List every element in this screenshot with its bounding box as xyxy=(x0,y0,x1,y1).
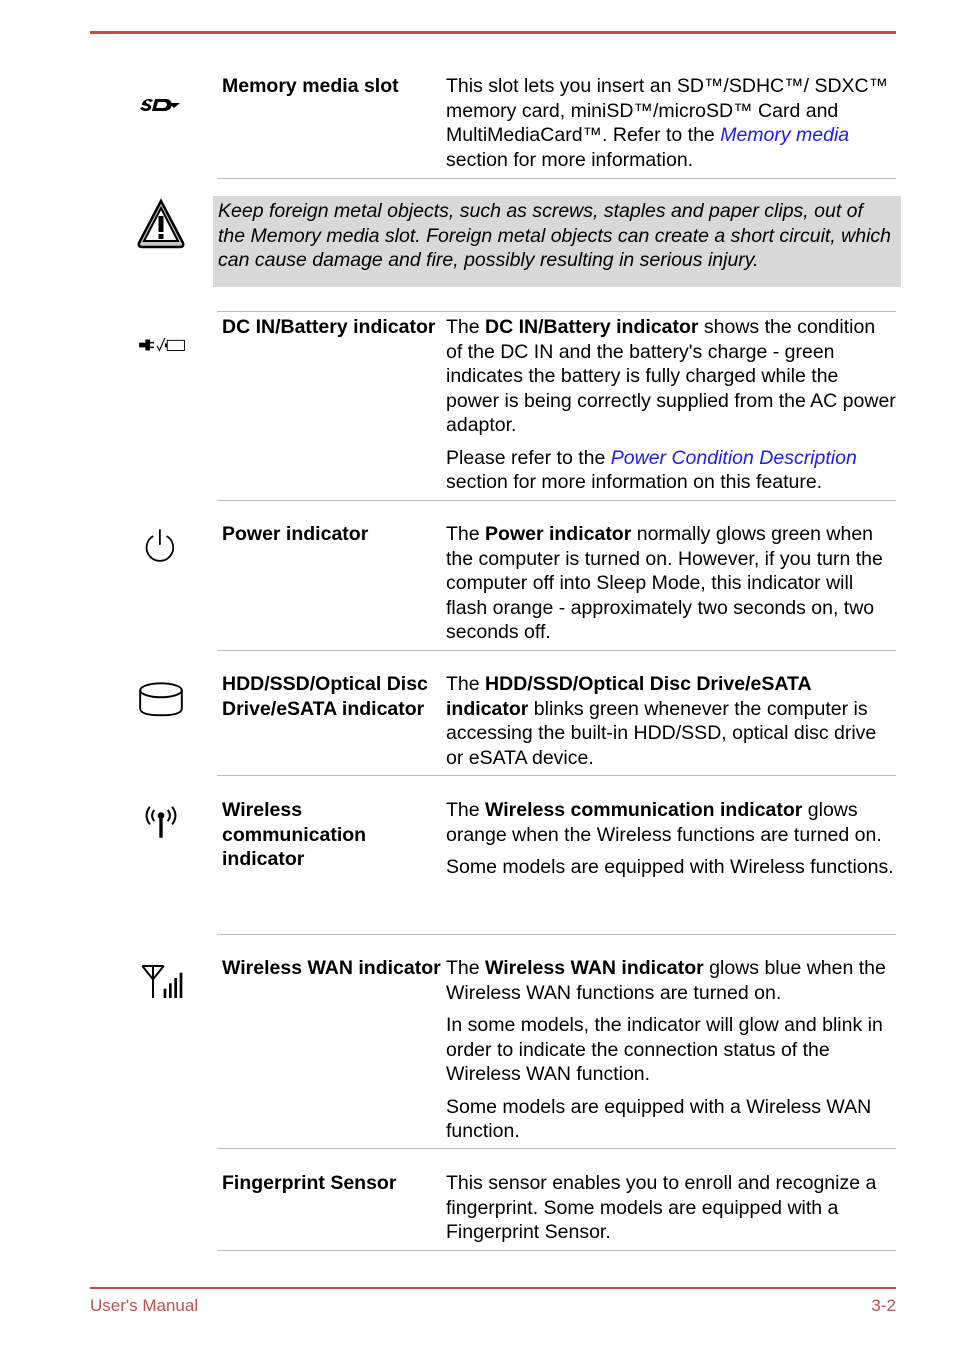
warning-text: Keep foreign metal objects, such as screws, staples and paper clips, out of the Memory media slot. Foreign metal objects can create a short circuit, which can cause damage and fire, possibly resulting in serious injury. xyxy=(218,200,892,271)
text-run: The xyxy=(446,316,486,338)
term-label: Wireless WAN indicator xyxy=(222,957,441,979)
description-paragraph xyxy=(446,672,896,770)
power-condition-link[interactable]: Power Condition Description xyxy=(610,446,857,469)
term-label: Fingerprint Sensor xyxy=(222,1172,397,1194)
text-run: glows orange when the Wireless functions are turned on. xyxy=(446,799,882,846)
sd-card-icon xyxy=(136,82,186,122)
description-paragraph xyxy=(446,798,896,847)
term-label: Memory media slot xyxy=(222,75,399,97)
text-run: The xyxy=(446,523,486,545)
bold-run: Wireless communication indicator xyxy=(485,799,803,821)
description-paragraph: Some models are equipped with a Wireless WAN function. xyxy=(446,1095,872,1142)
term-label: Wireless communication indicator xyxy=(222,799,367,870)
term-description xyxy=(446,74,896,180)
footer-rule xyxy=(90,1287,896,1289)
description-paragraph xyxy=(446,956,896,1005)
description-paragraph: In some models, the indicator will glow and blink in order to indicate the connection status of the Wireless WAN function. xyxy=(446,1014,883,1085)
description-paragraph xyxy=(446,74,896,172)
term-description xyxy=(446,672,896,778)
term-label: HDD/SSD/Optical Disc Drive/eSATA indicator xyxy=(222,673,428,720)
description-paragraph xyxy=(446,522,896,645)
footer-page-number: 3-2 xyxy=(871,1296,896,1315)
text-run: normally glows green when the computer is turned on. However, if you turn the computer off into Sleep Mode, this indicator will flash orange - approximately two seconds on, two seconds off. xyxy=(446,523,883,643)
term-description xyxy=(446,956,896,1152)
wireless-antenna-icon xyxy=(136,800,186,840)
bold-run: DC IN/Battery indicator xyxy=(485,316,699,338)
row-divider xyxy=(217,311,896,312)
warning-note xyxy=(213,196,901,287)
row-divider xyxy=(217,500,896,501)
term-description xyxy=(446,315,896,503)
term-label: Power indicator xyxy=(222,523,369,545)
bold-run: HDD/SSD/Optical Disc Drive/eSATA indicator xyxy=(446,673,811,720)
text-run: The xyxy=(446,957,486,979)
text-run: section for more information. xyxy=(446,148,694,171)
row-divider xyxy=(217,775,896,776)
description-paragraph xyxy=(446,315,896,438)
text-run: glows blue when the Wireless WAN functions are turned on. xyxy=(446,957,886,1004)
row-divider xyxy=(217,178,896,179)
bold-run: Wireless WAN indicator xyxy=(485,957,704,979)
text-run: The xyxy=(446,799,486,821)
warning-triangle-icon xyxy=(136,198,186,250)
header-rule xyxy=(90,31,896,34)
description-paragraph: Some models are equipped with Wireless functions. xyxy=(446,856,894,878)
text-run: shows the condition of the DC IN and the battery's charge - green indicates the battery is fully charged while the power is being correctly supplied from the AC power adaptor. xyxy=(446,316,896,436)
text-run: This slot lets you insert an SD™/SDHC™/ SDXC™ memory card, miniSD™/microSD™ Card and MultiMediaCard™. Refer to the xyxy=(446,75,889,146)
row-divider xyxy=(217,650,896,651)
disk-drive-icon xyxy=(136,680,186,720)
bold-run: Power indicator xyxy=(485,523,632,545)
text-run: The xyxy=(446,673,486,695)
term-label: DC IN/Battery indicator xyxy=(222,316,436,338)
wireless-wan-icon xyxy=(136,962,186,1002)
row-divider xyxy=(217,934,896,935)
row-divider xyxy=(217,1148,896,1149)
row-divider xyxy=(217,1250,896,1251)
text-run: blinks green whenever the computer is accessing the built-in HDD/SSD, optical disc drive or eSATA device. xyxy=(446,697,877,769)
footer-manual-title: User's Manual xyxy=(90,1296,199,1315)
power-icon xyxy=(136,526,186,566)
description-paragraph: This sensor enables you to enroll and recognize a fingerprint. Some models are equipped with a Fingerprint Sensor. xyxy=(446,1172,877,1243)
text-run: Please refer to the xyxy=(446,446,611,469)
dc-in-battery-icon xyxy=(136,325,186,365)
memory-media-link[interactable]: Memory media xyxy=(720,124,850,146)
term-description xyxy=(446,798,896,888)
text-run: section for more information on this feature. xyxy=(446,471,823,493)
term-description xyxy=(446,522,896,653)
term-description xyxy=(446,1171,896,1253)
description-paragraph xyxy=(446,446,896,495)
